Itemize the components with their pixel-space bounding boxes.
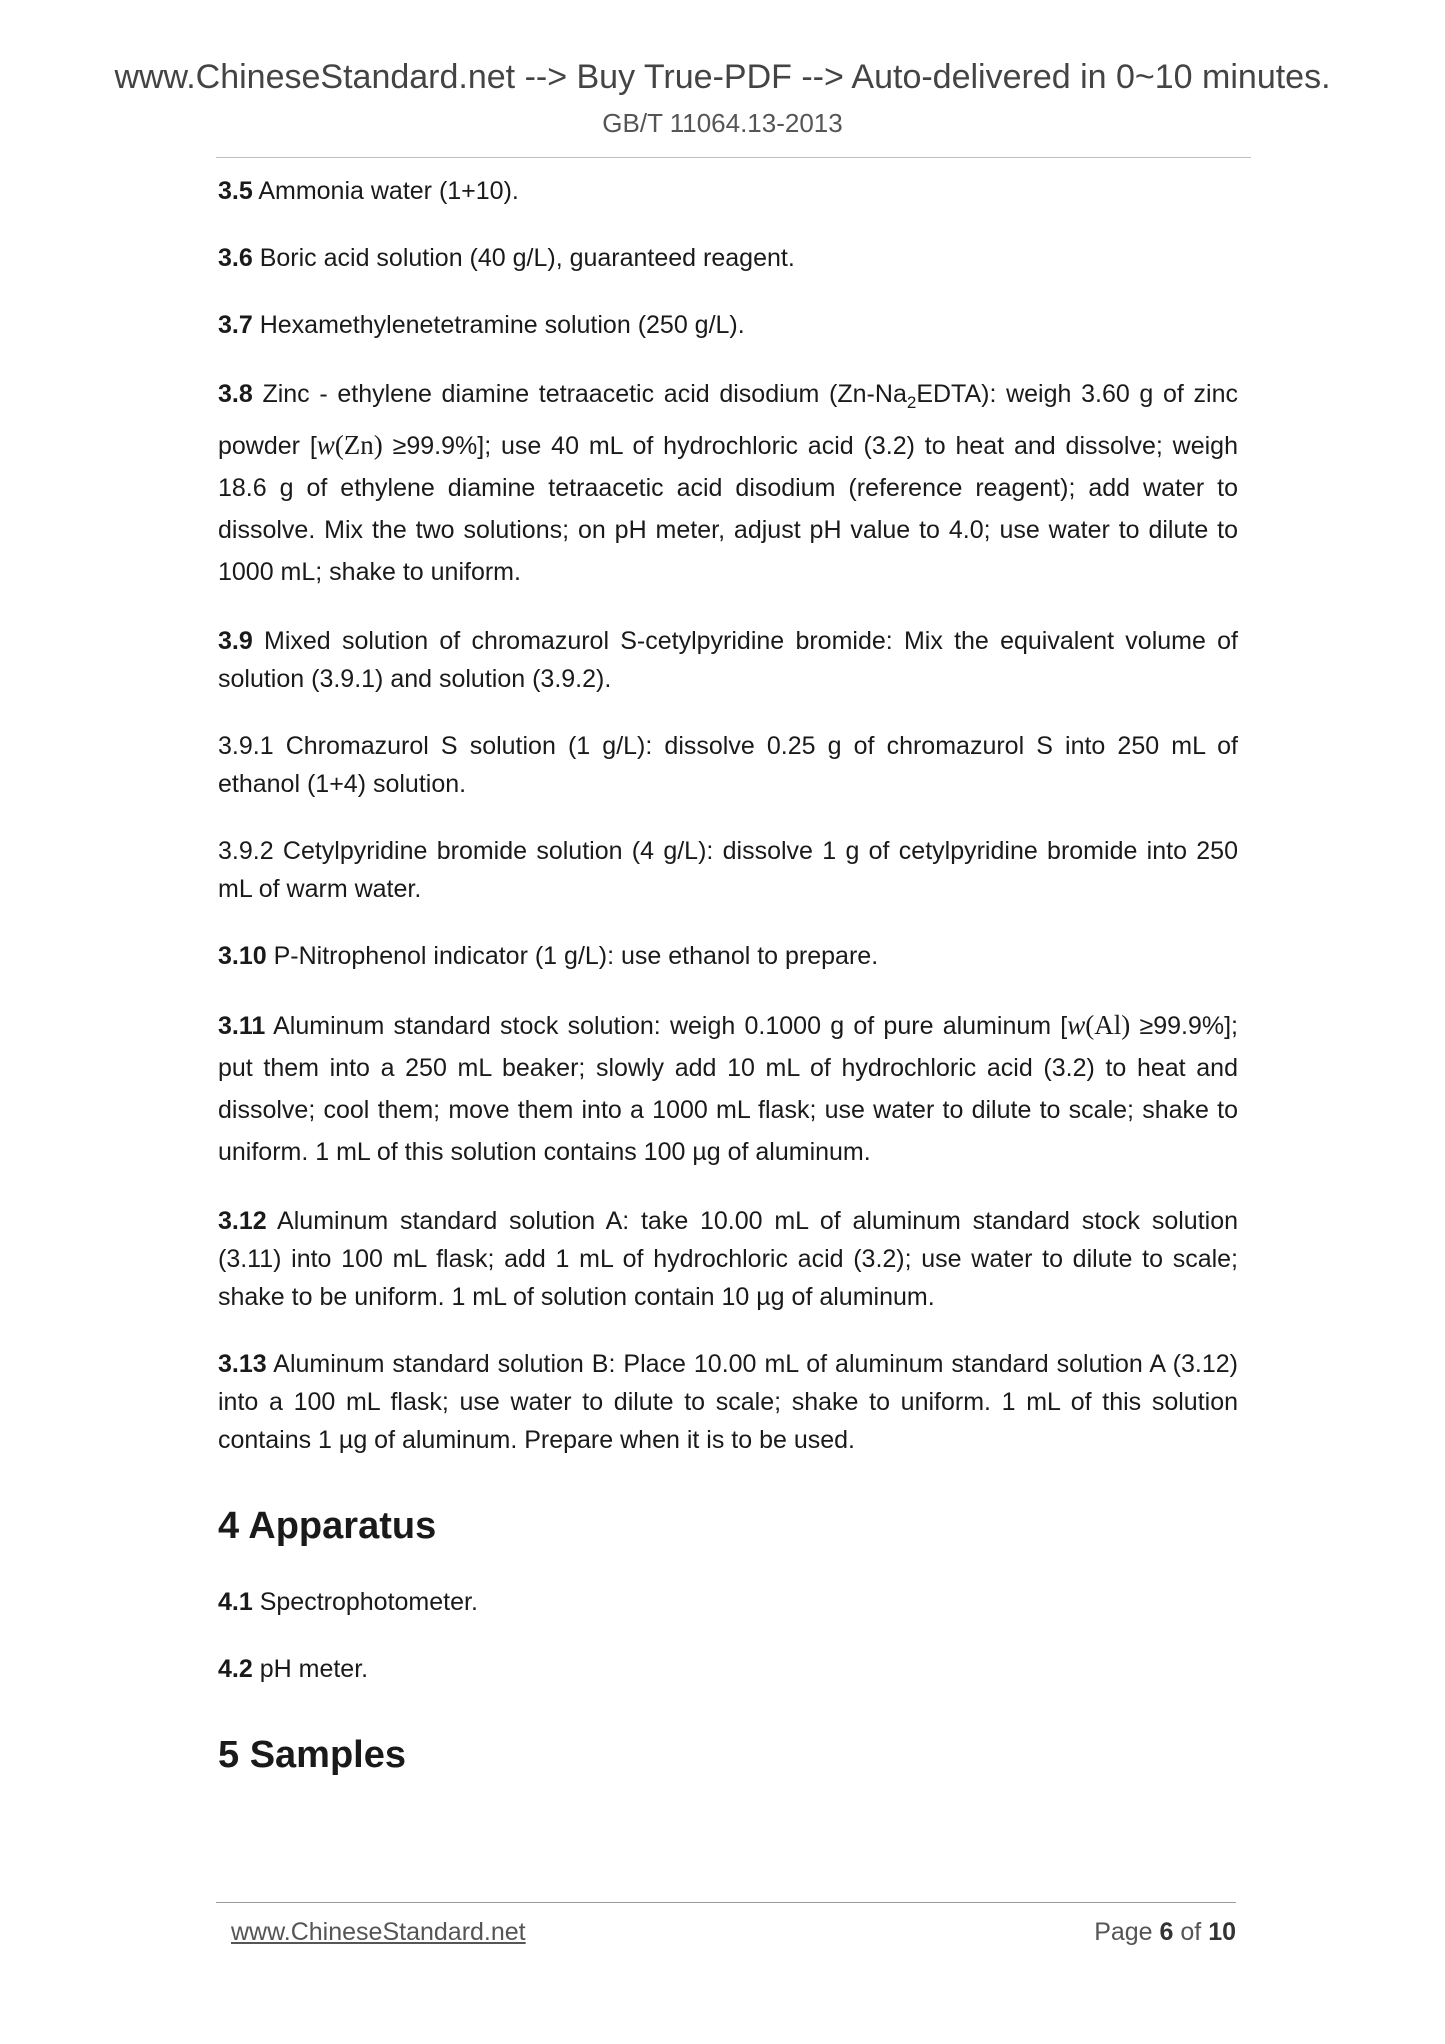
- clause-3-7: 3.7 Hexamethylenetetramine solution (250 g/L).: [218, 311, 745, 339]
- page-indicator: Page 6 of 10: [1094, 1918, 1236, 1946]
- clause-3-11: 3.11 Aluminum standard stock solution: weigh 0.1000 g of pure aluminum [w(Al) ≥99.9%]; put them into a 250 mL beaker; slowly add 10 mL of hydrochloric acid (3.2) to heat and dissolve; cool them; move them into a 1000 mL flask; use water to dilute to scale; shake to uniform. 1 mL of this solution contains 100 µg of aluminum.: [218, 1010, 1238, 1166]
- header-divider: [216, 157, 1251, 158]
- header-banner: www.ChineseStandard.net --> Buy True-PDF --> Auto-delivered in 0~10 minutes.: [114, 58, 1331, 96]
- clause-3-9: 3.9 Mixed solution of chromazurol S-cetylpyridine bromide: Mix the equivalent volume of solution (3.9.1) and solution (3.9.2).: [218, 627, 1238, 693]
- footer-divider: [216, 1902, 1236, 1903]
- footer-site-link[interactable]: www.ChineseStandard.net: [231, 1918, 526, 1946]
- section-heading-apparatus: 4 Apparatus: [218, 1505, 437, 1547]
- clause-3-6: 3.6 Boric acid solution (40 g/L), guaranteed reagent.: [218, 244, 795, 272]
- clause-4-2: 4.2 pH meter.: [218, 1655, 369, 1683]
- clause-3-5: 3.5 Ammonia water (1+10).: [218, 177, 519, 205]
- clause-3-10: 3.10 P-Nitrophenol indicator (1 g/L): use ethanol to prepare.: [218, 942, 879, 970]
- clause-3-8: 3.8 Zinc - ethylene diamine tetraacetic acid disodium $(Zn-Na_2EDTA)$: weigh 3.60 g of zinc powder [w(Zn) ≥99.9%]; use 40 mL of hydrochloric acid (3.2) to heat and dissolve; weigh 18.6 g of ethylene diamine tetraacetic acid disodium (reference reagent); add water to dissolve. Mix the two solutions; on pH meter, adjust pH value to 4.0; use water to dilute to 1000 mL; shake to uniform.: [218, 380, 1239, 586]
- document-body: [218, 172, 1238, 1812]
- clause-3-9-1: 3.9.1 Chromazurol S solution (1 g/L): dissolve 0.25 g of chromazurol S into 250 mL of ethanol (1+4) solution.: [218, 732, 1238, 798]
- section-heading-samples: 5 Samples: [218, 1734, 406, 1776]
- clause-3-12: 3.12 Aluminum standard solution A: take 10.00 mL of aluminum standard stock solution (3.11) into 100 mL flask; add 1 mL of hydrochloric acid (3.2); use water to dilute to scale; shake to be uniform. 1 mL of solution contain 10 µg of aluminum.: [218, 1207, 1238, 1311]
- clause-4-1: 4.1 Spectrophotometer.: [218, 1588, 478, 1616]
- clause-3-13: 3.13 Aluminum standard solution B: Place 10.00 mL of aluminum standard solution A (3.12) into a 100 mL flask; use water to dilute to scale; shake to uniform. 1 mL of this solution contains 1 µg of aluminum. Prepare when it is to be used.: [218, 1350, 1238, 1454]
- standard-number: GB/T 11064.13-2013: [602, 108, 843, 138]
- clause-3-9-2: 3.9.2 Cetylpyridine bromide solution (4 g/L): dissolve 1 g of cetylpyridine bromide into 250 mL of warm water.: [218, 837, 1238, 903]
